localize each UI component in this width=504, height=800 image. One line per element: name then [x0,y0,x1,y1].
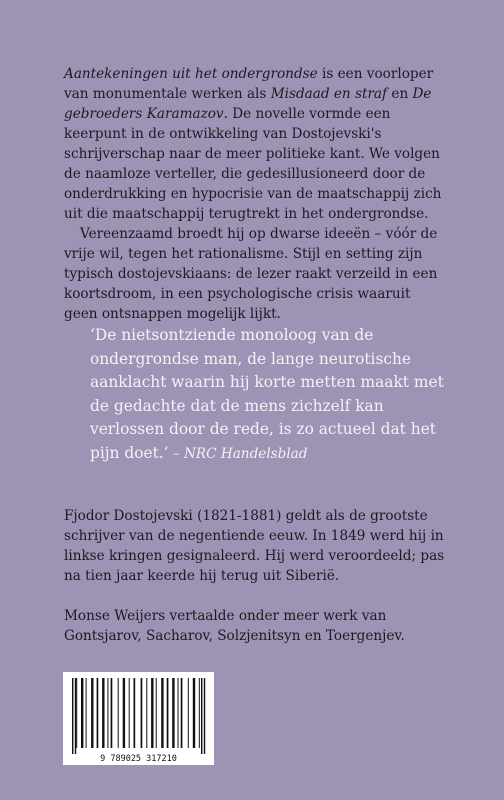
barcode-bar [97,678,99,748]
barcode-bar [201,678,202,754]
barcode-bar [141,678,143,748]
barcode-bar [76,678,77,748]
barcode-bar [199,678,200,748]
barcode-bar [75,678,76,754]
blurb-paragraph-2: Vereenzaamd broedt hij op dwarse ideeën – vóór de vrije wil, tegen het rationalisme. Stijl en setting zijn typisch dostojevskiaans: de lezer raakt verzeild in een koortsdroom, in een psychologische crisis waaruit geen ontsnappen mogelijk lijkt. [64,226,438,322]
quote-source: NRC Handelsblad [184,445,308,462]
barcode-bar [204,678,205,754]
barcode-bar [118,678,119,748]
barcode-bar [188,678,189,748]
barcode-bar [111,678,113,748]
work-title: De gebroeders Karamazov [64,86,432,122]
isbn-barcode [63,672,214,765]
barcode-bar [91,678,93,748]
author-bio: Fjodor Dostojevski (1821-1881) geldt als de grootste schrijver van de negentiende eeuw. In 1849 werd hij in linkse kringen gesignaleerd. Hij werd veroordeeld; pas na tien jaar keerde hij terug uit Siberië. [64,508,445,584]
blurb [64,64,446,324]
review-quote: ‘De nietsontziende monoloog van de ondergrondse man, de lange neurotische aanklacht waarin hij korte metten maakt met de gedachte dat de mens zichzelf kan verlossen door de rede, is zo actueel dat het pijn doet.’ – NRC Handelsblad [90,326,444,462]
barcode-bar [151,678,153,748]
barcode-bar [167,678,169,748]
barcode-graphic [63,672,214,765]
barcode-bar [146,678,147,748]
barcode-bar [161,678,163,748]
barcode-bar [134,678,136,748]
barcode-bar [172,678,174,748]
barcode-bar [181,678,183,748]
barcode-bar [129,678,130,748]
barcode-bar [193,678,195,748]
barcode-bar [86,678,87,748]
barcode-bar [156,678,157,748]
translator-note: Monse Weijers vertaalde onder meer werk van Gontsjarov, Sacharov, Solzjenitsyn en Toergenjev. [64,608,405,644]
barcode-digits: 9 789025 317210 [100,754,177,764]
barcode-bar [178,678,179,748]
barcode-bar [102,678,104,748]
quote-text: ‘De nietsontziende monoloog van de ondergrondse man, de lange neurotische aanklacht waarin hij korte metten maakt met de gedachte dat de mens zichzelf kan verlossen door de rede, is zo actueel dat het pijn doet.’ [90,326,444,462]
barcode-bar [123,678,125,748]
work-title: Misdaad en straf [270,86,388,102]
blurb-paragraph-1: Aantekeningen uit het ondergrondse is een voorloper van monumentale werken als Misdaad en straf en De gebroeders Karamazov. De novelle vormde een keerpunt in de ontwikkeling van Dostojevski's schrijverschap naar de meer politieke kant. We volgen de naamloze verteller, die gedesillusioneerd door de onderdrukking en hypocrisie van de maatschappij zich uit die maatschappij terugtrekt in het ondergrondse. [64,66,442,222]
book-title: Aantekeningen uit het ondergrondse [64,66,318,82]
barcode-bar [72,678,73,754]
barcode-bar [81,678,83,748]
barcode-bar [107,678,108,748]
